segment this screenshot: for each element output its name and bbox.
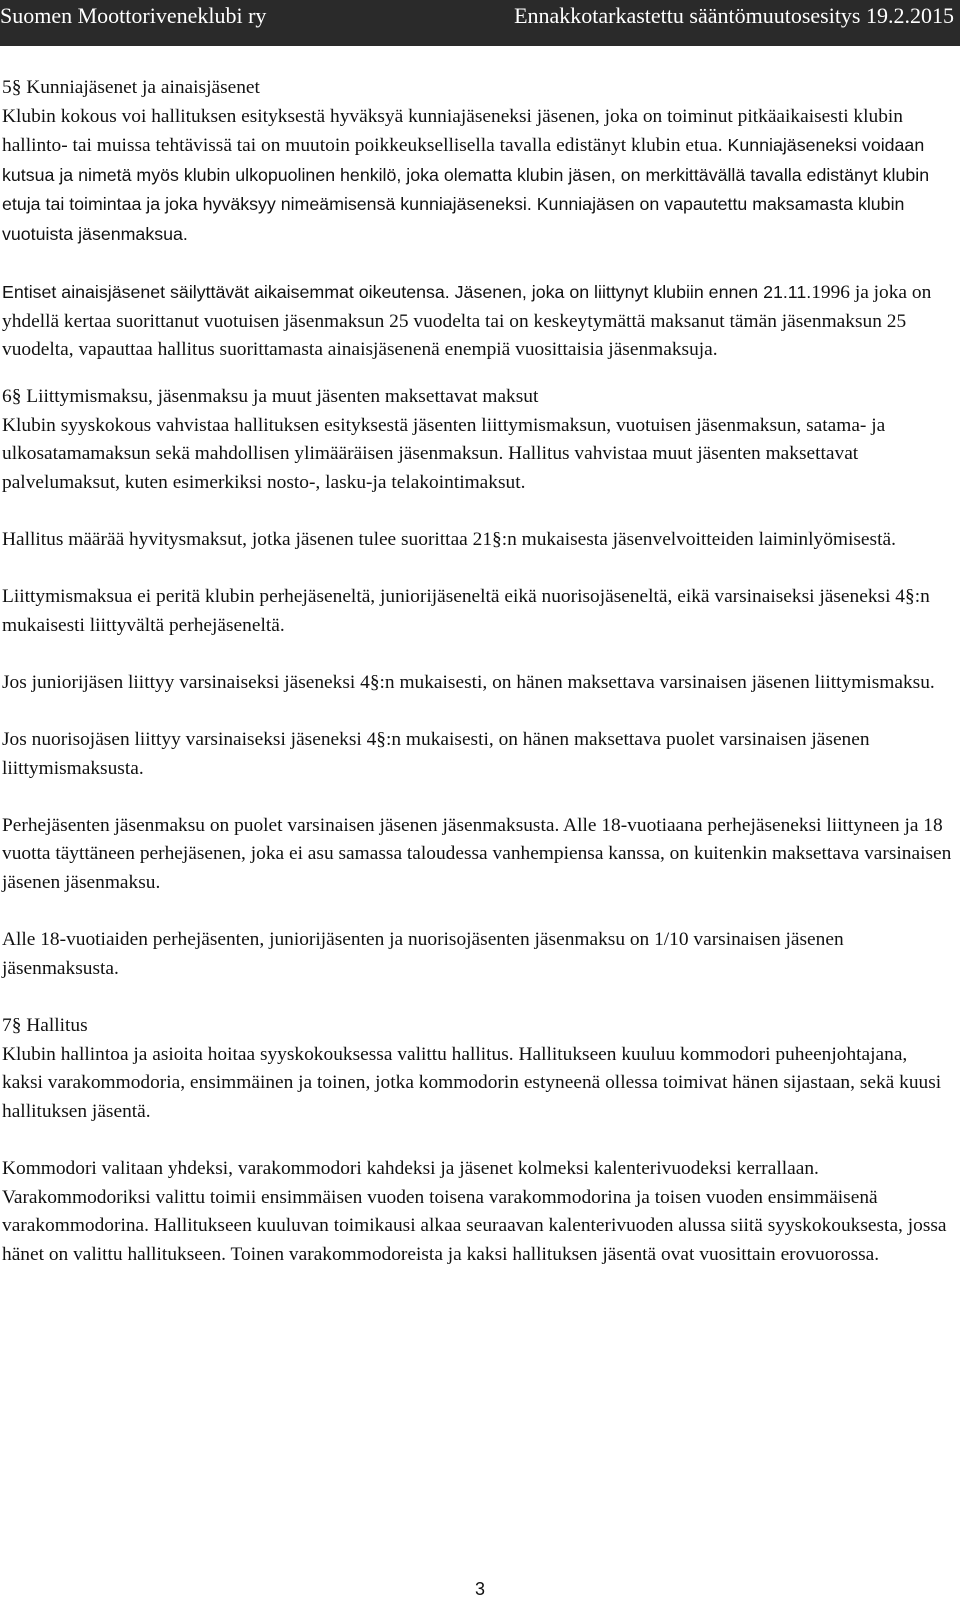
section-5-continued-text: Kunniajäseneksi voidaan kutsua ja nimetä myös klubin ulkopuolinen henkilö, joka olematta klubin jäsen, on merkittävällä tavalla edistänyt klubin etuja tai toimintaa ja joka hyväksyy nimeämisensä kunniajäseneksi. Kunniajäsen on vapautettu maksamasta klubin vuotuista jäsenmaksua. xyxy=(2,135,930,244)
section-6-paragraph-7: Alle 18-vuotiaiden perhejäsenten, juniorijäsenten ja nuorisojäsenten jäsenmaksu on 1/10 varsinaisen jäsenen jäsenmaksusta. xyxy=(2,929,844,979)
section-6-paragraph-2: Hallitus määrää hyvitysmaksut, jotka jäsenen tulee suorittaa 21§:n mukaisesta jäsenvelvoitteiden laiminlyömisestä. xyxy=(2,528,896,550)
section-6-paragraph-1: Klubin syyskokous vahvistaa hallituksen esityksestä jäsenten liittymismaksun, vuotuisen jäsenmaksun, satama- ja ulkosatamamaksun sekä mahdollisen ylimääräisen jäsenmaksun. Hallitus vahvistaa muut jäsenten maksettavat palvelumaksut, kuten esimerkiksi nosto-, lasku-ja telakointimaksut. xyxy=(2,414,886,493)
section-5-p2-end: 1996 ja joka on yhdellä kertaa suorittanut vuotuisen jäsenmaksun 25 vuodelta tai on keskeytymättä maksanut tämän jäsenmaksun 25 vuodelta, vapauttaa hallitus suorittamasta ainaisjäsenenä enempiä vuosittaisia jäsenmaksuja. xyxy=(2,282,932,361)
header-document-title: Ennakkotarkastettu sääntömuutosesitys 19.2.2015 xyxy=(514,3,954,28)
section-6-paragraph-3: Liittymismaksua ei peritä klubin perhejäseneltä, juniorijäseneltä eikä nuorisojäseneltä, eikä varsinaiseksi jäseneksi 4§:n mukaisesti liittyvältä perhejäseneltä. xyxy=(2,586,930,636)
document-body xyxy=(2,74,952,1298)
section-7 xyxy=(2,1012,952,1126)
section-6-paragraph-6: Perhejäsenten jäsenmaksu on puolet varsinaisen jäsenen jäsenmaksusta. Alle 18-vuotiaana perhejäseneksi liittyneen ja 18 vuotta täyttäneen perhejäsenen, joka ei asu samassa taloudessa vanhempiensa kanssa, on kuitenkin maksettava varsinaisen jäsenen jäsenmaksu. xyxy=(2,814,952,894)
section-7-paragraph-2: Kommodori valitaan yhdeksi, varakommodori kahdeksi ja jäsenet kolmeksi kalenterivuodeksi kerrallaan. Varakommodoriksi valittu toimii ensimmäisen vuoden toisena varakommodorina ja toisen vuoden ensimmäisenä varakommodorina. Hallitukseen kuuluvan toimikausi alkaa seuraavan kalenterivuoden alussa siitä syyskokouksesta, jossa hänet on valittu hallitukseen. Toinen varakommodoreista ja kaksi hallituksen jäsentä ovat vuosittain erovuorossa. xyxy=(2,1157,947,1265)
section-6 xyxy=(2,383,952,497)
section-5-title: 5§ Kunniajäsenet ja ainaisjäsenet xyxy=(2,77,260,98)
section-6-paragraph-5: Jos nuorisojäsen liittyy varsinaiseksi jäseneksi 4§:n mukaisesti, on hänen maksettava puolet varsinaisen jäsenen liittymismaksusta. xyxy=(2,729,870,779)
section-5-paragraph-2 xyxy=(2,278,952,365)
section-6-title: 6§ Liittymismaksu, jäsenmaksu ja muut jäsenten maksettavat maksut xyxy=(2,385,539,407)
section-7-title: 7§ Hallitus xyxy=(2,1015,88,1036)
section-5 xyxy=(2,74,952,250)
section-5-paragraph-1 xyxy=(2,103,952,250)
section-7-paragraph-1: Klubin hallintoa ja asioita hoitaa syyskokouksessa valittu hallitus. Hallitukseen kuuluu kommodori puheenjohtajana, kaksi varakommodoria, ensimmäinen ja toinen, jotka kommodorin estyneenä ollessa toimivat hänen sijastaan, sekä kuusi hallituksen jäsentä. xyxy=(2,1043,942,1122)
header-organization: Suomen Moottoriveneklubi ry xyxy=(0,3,267,28)
section-5-intro-text: Klubin kokous voi hallituksen esityksestä hyväksyä kunniajäseneksi jäsenen, joka on toiminut pitkäaikaisesti klubin hallinto- tai muissa tehtävissä tai on muutoin poikkeuksellisella tavalla edistänyt klubin etua. xyxy=(2,105,903,157)
page-header xyxy=(0,0,960,46)
section-5-p2-start: Entiset ainaisjäsenet säilyttävät aikaisemmat oikeutensa. Jäsenen, joka on liittynyt klubiin ennen 21.11. xyxy=(2,282,812,303)
section-6-paragraph-4: Jos juniorijäsen liittyy varsinaiseksi jäseneksi 4§:n mukaisesti, on hänen maksettava varsinaisen jäsenen liittymismaksu. xyxy=(2,671,935,693)
page-number: 3 xyxy=(474,1579,485,1599)
